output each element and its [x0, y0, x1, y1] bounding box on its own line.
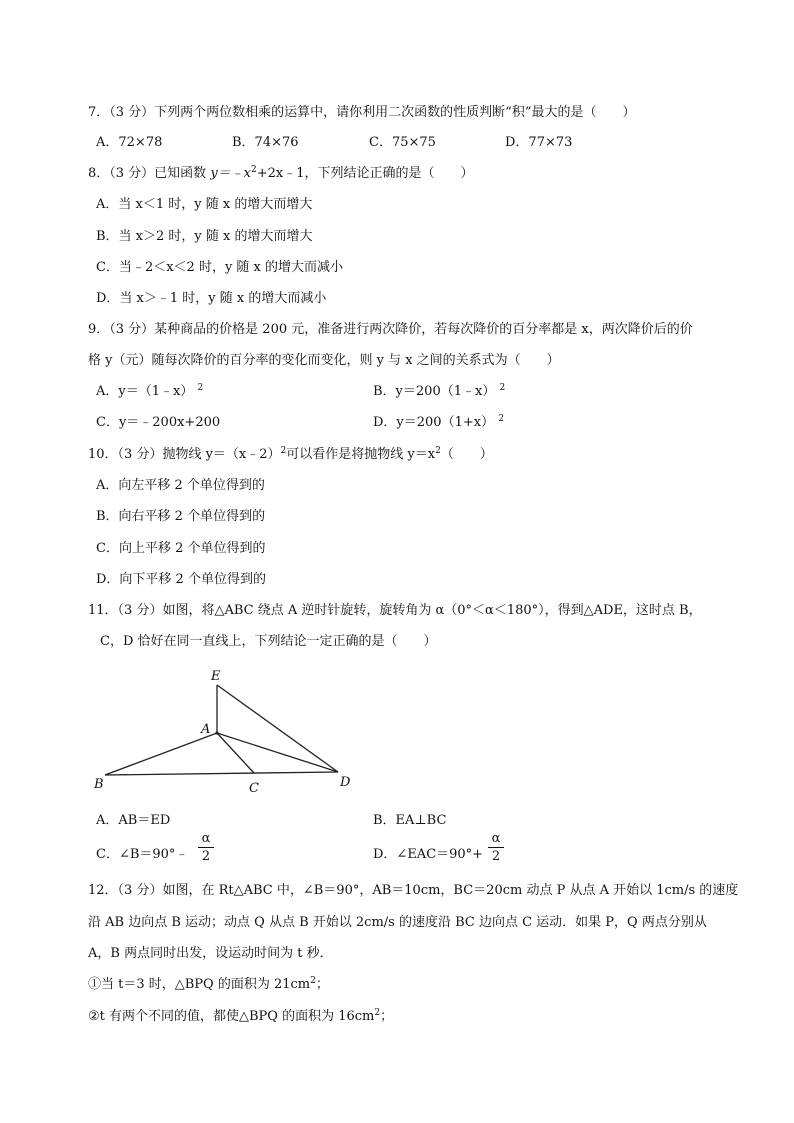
q12-item-1-tail: ；: [315, 977, 329, 992]
q9-option-a-exp: 2: [197, 383, 204, 393]
label-E: E: [211, 669, 221, 684]
q9-option-a-text: A．y＝（1﹣x）: [96, 384, 194, 399]
q12-item-2: [88, 1008, 393, 1026]
q10-stem-exp2: 2: [435, 446, 441, 456]
q8-option-c: C．当﹣2＜x＜2 时，y 随 x 的增大而减小: [96, 260, 344, 275]
q8-option-b: B．当 x＞2 时，y 随 x 的增大而增大: [96, 229, 313, 244]
segment-BD: [105, 772, 338, 775]
label-B: B: [94, 777, 104, 792]
q10-option-d: D．向下平移 2 个单位得到的: [96, 572, 266, 587]
label-A: A: [201, 722, 211, 737]
q8-stem-a: 8．（3 分）已知函数: [88, 166, 211, 181]
q11-option-c: C．∠B＝90°﹣: [96, 847, 189, 862]
q8-option-a: A．当 x＜1 时，y 随 x 的增大而增大: [96, 197, 313, 212]
q11-option-d-fraction: [488, 831, 504, 864]
q11-stem-line1: 11．（3 分）如图，将△ABC 绕点 A 逆时针旋转，旋转角为 α（0°＜α＜180°），得到△ADE，这时点 B，: [88, 603, 702, 618]
q11-option-a: A．AB＝ED: [96, 813, 171, 828]
segment-AC: [217, 733, 254, 773]
q9-option-d: [373, 414, 504, 432]
q11-stem-line2: C，D 恰好在同一直线上，下列结论一定正确的是（ ）: [100, 634, 437, 649]
q8-stem: [88, 165, 474, 183]
label-D: D: [340, 775, 351, 790]
fraction-numerator: α: [201, 831, 211, 846]
fraction-denominator: 2: [201, 849, 211, 864]
q8-stem-exp: 2: [251, 165, 257, 175]
q9-option-d-exp: 2: [498, 414, 504, 424]
q9-option-b: [373, 383, 505, 401]
q12-stem-line3: A，B 两点同时出发，设运动时间为 t 秒．: [88, 946, 333, 961]
q10-option-a: A．向左平移 2 个单位得到的: [96, 478, 265, 493]
q7-option-a: A．72×78: [96, 135, 163, 150]
q8-stem-b: +2x﹣1，下列结论正确的是（ ）: [256, 166, 474, 181]
q12-item-1-exp: 2: [310, 976, 316, 986]
q7-option-b: B．74×76: [232, 135, 299, 150]
q12-stem-line2: 沿 AB 边向点 B 运动；动点 Q 从点 B 开始以 2cm/s 的速度沿 BC 边向点 C 运动．如果 P，Q 两点分别从: [88, 915, 707, 930]
q10-option-c: C．向上平移 2 个单位得到的: [96, 541, 266, 556]
q7-option-d: D．77×73: [505, 135, 573, 150]
q12-item-2-tail: ；: [380, 1009, 394, 1024]
q9-stem-line1: 9．（3 分）某种商品的价格是 200 元，准备进行两次降价，若每次降价的百分率都是 x，两次降价后的价: [88, 322, 693, 337]
q9-stem-line2: 格 y（元）随每次降价的百分率的变化而变化，则 y 与 x 之间的关系式为（ ）: [88, 353, 560, 368]
q8-option-d: D．当 x＞﹣1 时，y 随 x 的增大而减小: [96, 291, 327, 306]
q9-option-a: [96, 383, 203, 401]
q9-option-d-text: D．y＝200（1+x）: [373, 415, 495, 430]
segment-BA: [105, 733, 217, 775]
q12-stem-line1: 12．（3 分）如图，在 Rt△ABC 中，∠B＝90°，AB＝10cm，BC＝20cm 动点 P 从点 A 开始以 1cm/s 的速度: [88, 883, 739, 898]
q8-stem-fn: y＝﹣x: [210, 166, 251, 181]
q10-stem: [88, 446, 493, 464]
q11-option-b: B．EA⊥BC: [373, 813, 447, 828]
segment-ED: [217, 685, 338, 772]
point-A: [215, 731, 218, 734]
fraction-numerator: α: [491, 831, 501, 846]
q12-item-1: [88, 976, 329, 994]
q11-option-c-fraction: [198, 831, 214, 864]
q10-option-b: B．向右平移 2 个单位得到的: [96, 509, 266, 524]
q9-option-b-exp: 2: [499, 383, 506, 393]
segment-AD: [217, 733, 338, 772]
q7-stem: 7．（3 分）下列两个两位数相乘的运算中，请你利用二次函数的性质判断“积”最大的是（ ）: [88, 105, 636, 120]
q9-option-b-text: B．y＝200（1﹣x）: [373, 384, 496, 399]
q10-stem-b: 可以看作是将抛物线 y＝x: [286, 447, 436, 462]
q10-stem-exp: 2: [280, 446, 287, 456]
q11-option-d: D．∠EAC＝90°+: [373, 847, 484, 862]
fraction-denominator: 2: [491, 849, 501, 864]
q12-item-2-text: ②t 有两个不同的值，都使△BPQ 的面积为 16cm: [88, 1009, 375, 1024]
q10-stem-c: （ ）: [440, 447, 493, 462]
q9-option-c: C．y＝﹣200x+200: [96, 415, 221, 430]
q7-option-c: C．75×75: [369, 135, 436, 150]
label-C: C: [249, 781, 259, 796]
q10-stem-a: 10．（3 分）抛物线 y＝（x﹣2）: [88, 447, 281, 462]
q12-item-2-exp: 2: [374, 1008, 381, 1018]
q12-item-1-text: ①当 t＝3 时，△BPQ 的面积为 21cm: [88, 977, 311, 992]
